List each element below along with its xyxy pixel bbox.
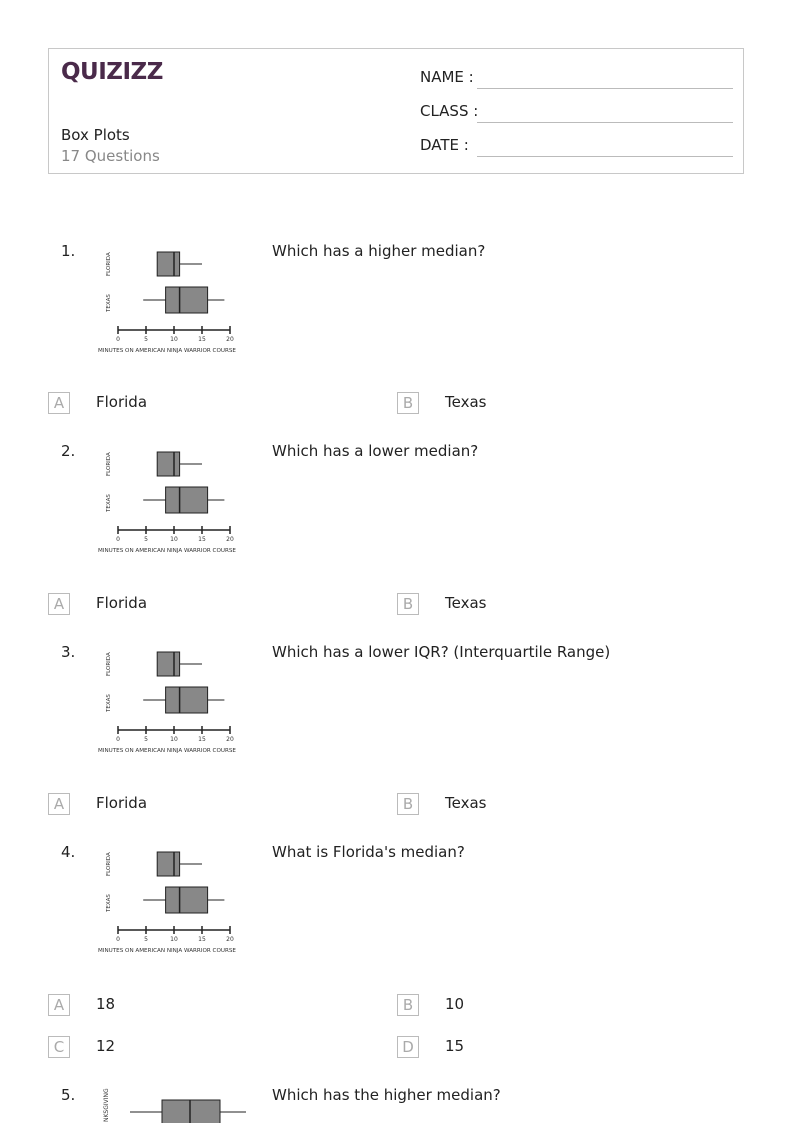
option-b-box[interactable]: B <box>397 593 419 615</box>
tick-label: 0 <box>116 536 120 543</box>
option-b-box[interactable]: B <box>397 793 419 815</box>
tick-label: 10 <box>170 536 178 543</box>
name-line[interactable] <box>477 88 733 89</box>
question-number: 2. <box>61 442 76 460</box>
option-a-box[interactable]: A <box>48 994 70 1016</box>
name-field <box>420 68 474 86</box>
tick-label: 15 <box>198 336 206 343</box>
option-a-text: 18 <box>96 995 116 1013</box>
box-plot-figure <box>96 243 256 355</box>
option-a-text: Florida <box>96 794 148 812</box>
option-b-box[interactable]: B <box>397 994 419 1016</box>
tick-label: 15 <box>198 736 206 743</box>
axis-label: MINUTES ON AMERICAN NINJA WARRIOR COURSE <box>98 548 236 554</box>
option-a-text: Florida <box>96 594 148 612</box>
option-d-box[interactable]: D <box>397 1036 419 1058</box>
option-c-box[interactable]: C <box>48 1036 70 1058</box>
question-number: 1. <box>61 242 76 260</box>
box-plot-figure <box>96 843 256 955</box>
question-text: What is Florida's median? <box>272 843 465 861</box>
question-count: 17 Questions <box>61 147 160 165</box>
box <box>166 687 208 713</box>
tick-label: 5 <box>144 336 148 343</box>
date-label: DATE : <box>420 136 469 154</box>
class-field <box>420 102 478 120</box>
tick-label: 20 <box>226 536 234 543</box>
tick-label: 10 <box>170 336 178 343</box>
tick-label: 20 <box>226 336 234 343</box>
box-plot-figure <box>96 443 256 555</box>
class-label: CLASS : <box>420 102 479 120</box>
box <box>166 287 208 313</box>
tick-label: 15 <box>198 936 206 943</box>
tick-label: 0 <box>116 736 120 743</box>
option-a-text: Florida <box>96 393 148 411</box>
date-line[interactable] <box>477 156 733 157</box>
box <box>162 1100 220 1123</box>
box <box>157 252 179 276</box>
worksheet-header <box>48 48 744 174</box>
question-number: 4. <box>61 843 76 861</box>
row-label: FLORIDA <box>106 452 112 476</box>
row-label: FLORIDA <box>106 252 112 276</box>
row-label: TEXAS <box>106 694 112 712</box>
box-plot-figure <box>96 643 256 755</box>
worksheet-title: Box Plots <box>61 126 130 144</box>
tick-label: 5 <box>144 936 148 943</box>
question-number: 5. <box>61 1086 76 1104</box>
tick-label: 10 <box>170 736 178 743</box>
option-a-box[interactable]: A <box>48 392 70 414</box>
row-label: FLORIDA <box>106 852 112 876</box>
tick-label: 0 <box>116 336 120 343</box>
box-plot-figure-partial <box>96 1082 256 1123</box>
tick-label: 5 <box>144 536 148 543</box>
question-text: Which has a lower median? <box>272 442 479 460</box>
question-text: Which has a lower IQR? (Interquartile Range) <box>272 643 611 661</box>
row-label: TEXAS <box>106 294 112 312</box>
box <box>166 887 208 913</box>
option-a-box[interactable]: A <box>48 593 70 615</box>
date-field <box>420 136 469 154</box>
box <box>157 652 179 676</box>
option-b-text: Texas <box>445 794 487 812</box>
option-b-text: Texas <box>445 393 487 411</box>
option-b-box[interactable]: B <box>397 392 419 414</box>
class-line[interactable] <box>477 122 733 123</box>
axis-label: MINUTES ON AMERICAN NINJA WARRIOR COURSE <box>98 748 236 754</box>
tick-label: 5 <box>144 736 148 743</box>
quizizz-logo: QUIZIZZ <box>61 59 163 85</box>
tick-label: 20 <box>226 936 234 943</box>
row-label: TEXAS <box>106 494 112 512</box>
tick-label: 15 <box>198 536 206 543</box>
option-b-text: Texas <box>445 594 487 612</box>
question-text: Which has a higher median? <box>272 242 486 260</box>
tick-label: 0 <box>116 936 120 943</box>
tick-label: 10 <box>170 936 178 943</box>
name-label: NAME : <box>420 68 474 86</box>
tick-label: 20 <box>226 736 234 743</box>
option-c-text: 12 <box>96 1037 116 1055</box>
axis-label: MINUTES ON AMERICAN NINJA WARRIOR COURSE <box>98 348 236 354</box>
question-number: 3. <box>61 643 76 661</box>
axis-row-label: NKSGIVING <box>103 1088 110 1122</box>
option-d-text: 15 <box>445 1037 465 1055</box>
row-label: TEXAS <box>106 894 112 912</box>
row-label: FLORIDA <box>106 652 112 676</box>
option-b-text: 10 <box>445 995 465 1013</box>
question-text: Which has the higher median? <box>272 1086 501 1104</box>
box <box>157 852 179 876</box>
box <box>166 487 208 513</box>
box <box>157 452 179 476</box>
option-a-box[interactable]: A <box>48 793 70 815</box>
axis-label: MINUTES ON AMERICAN NINJA WARRIOR COURSE <box>98 948 236 954</box>
